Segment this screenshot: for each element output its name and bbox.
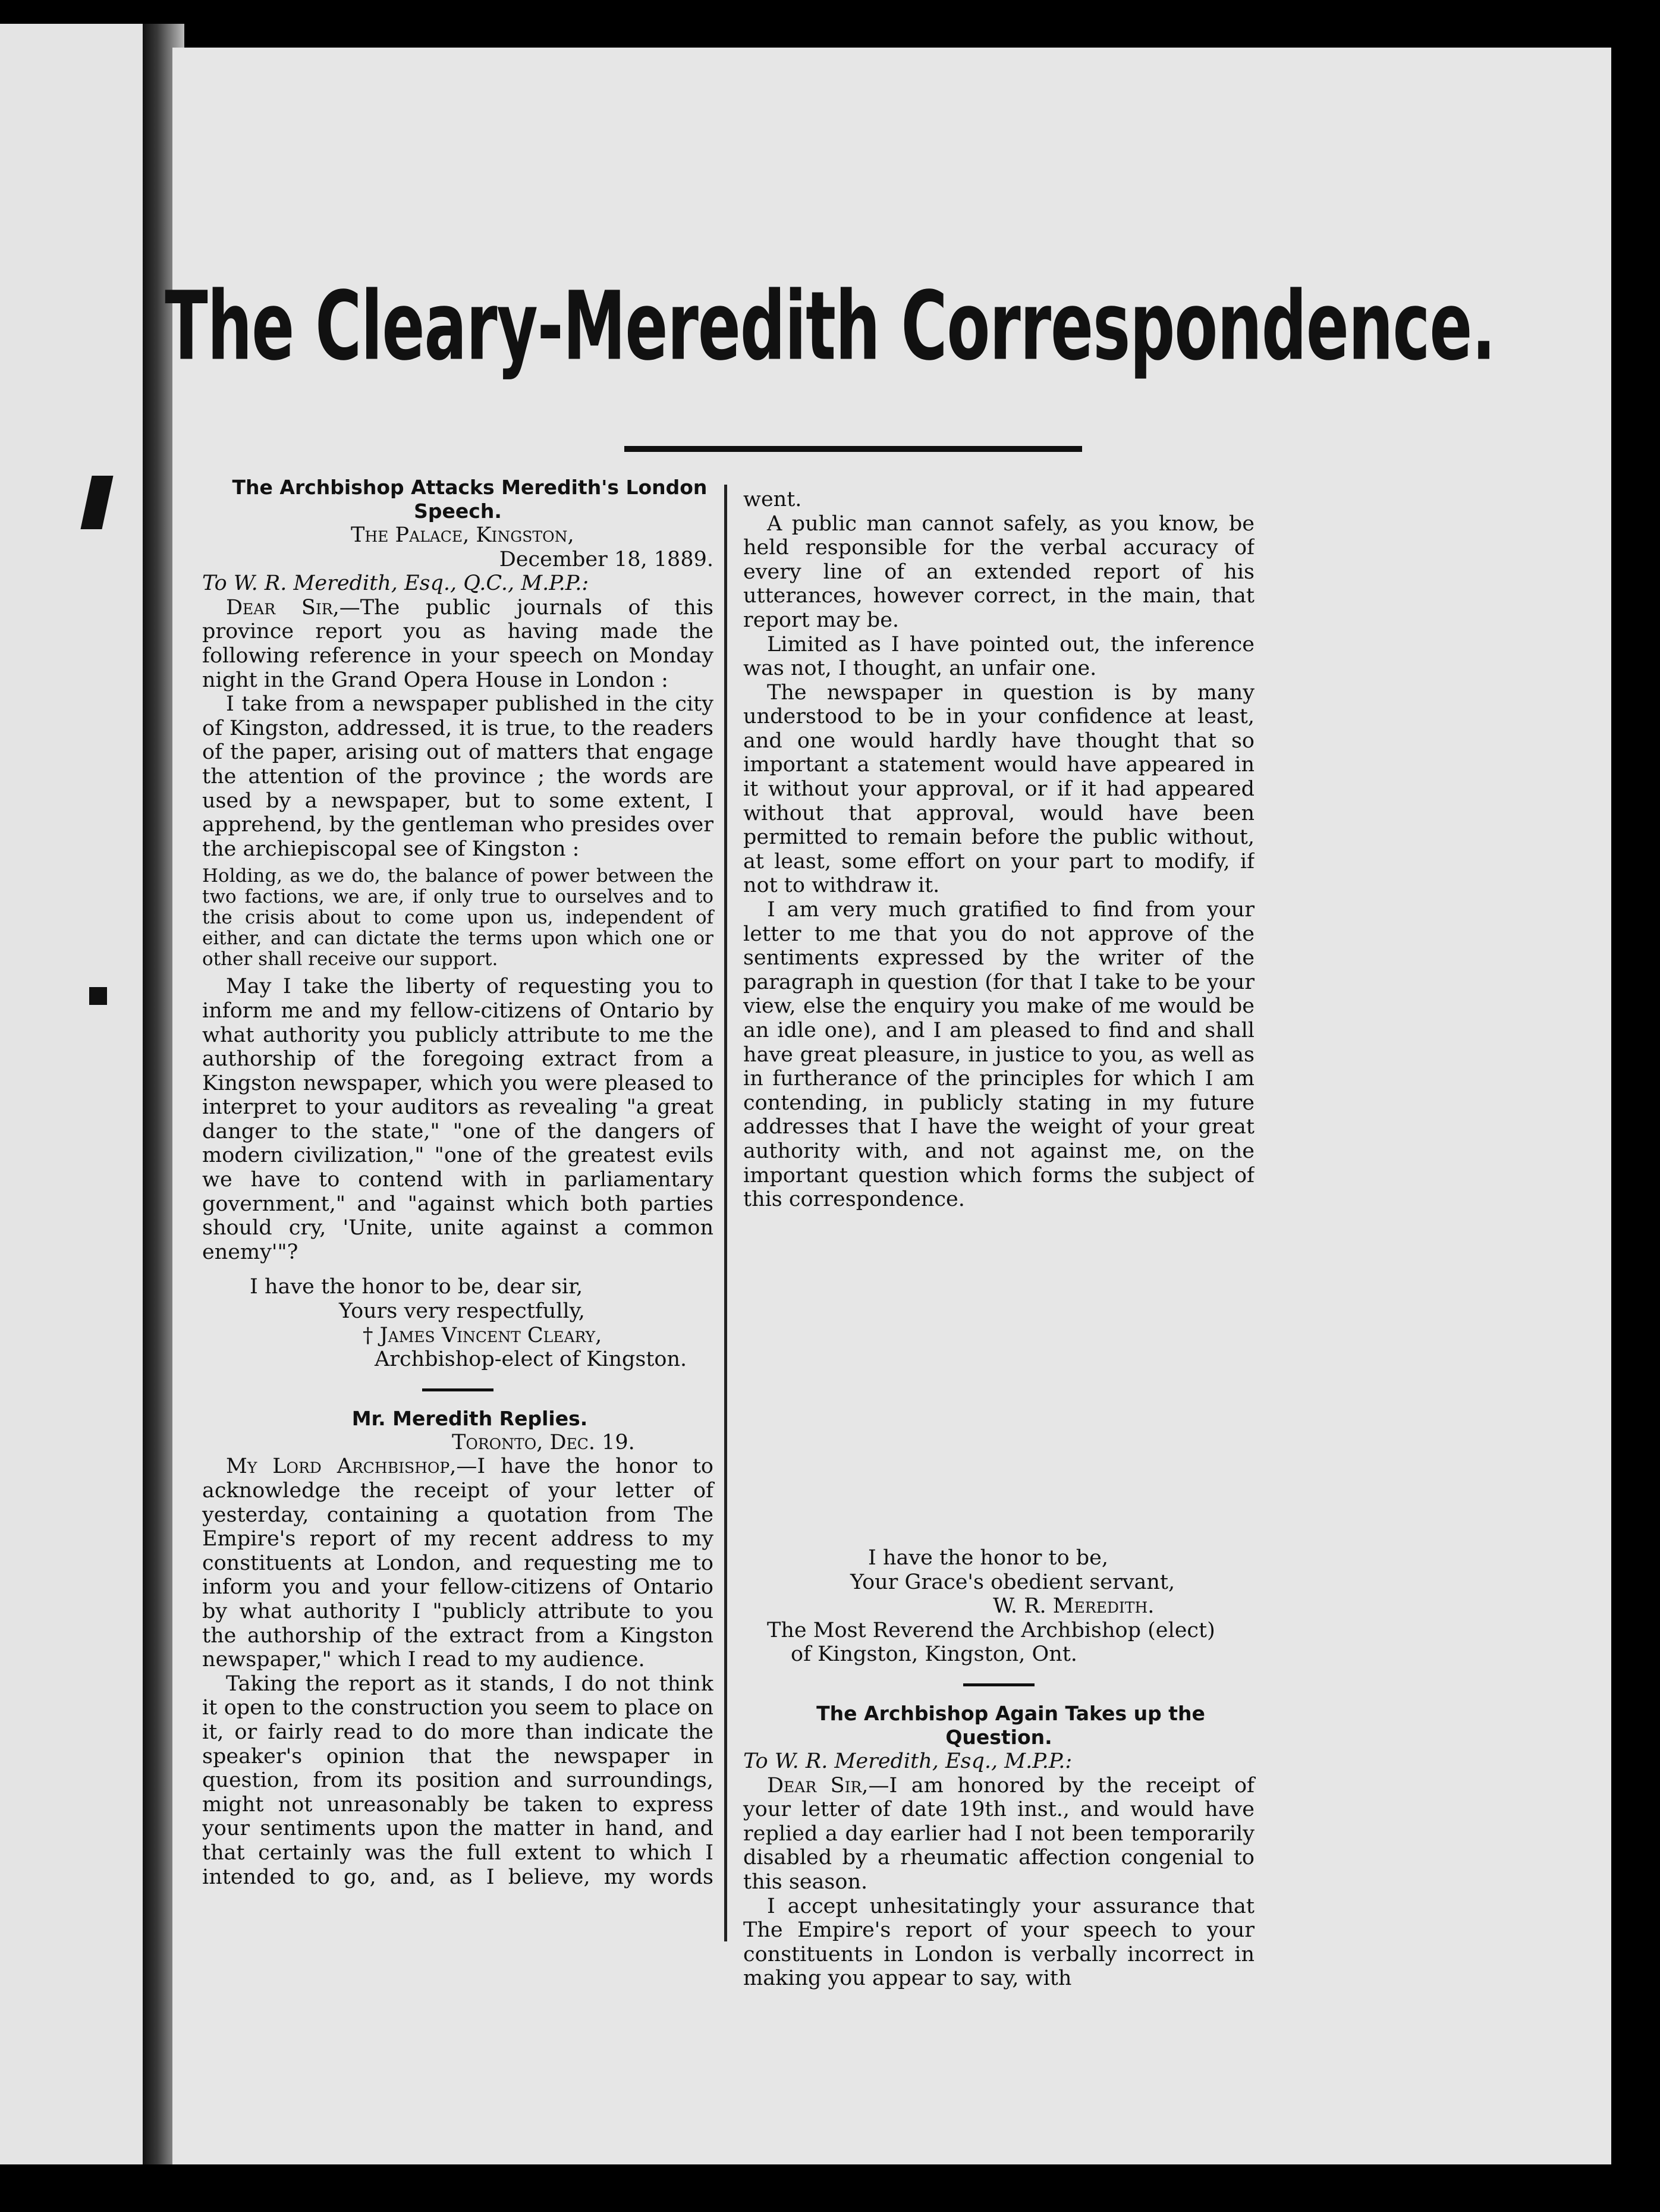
letter2-recipient-line2: of Kingston, Kingston, Ont.: [791, 1642, 1077, 1667]
document-title: The Cleary-Meredith Correspondence.: [165, 271, 1495, 382]
letter3-salutation: Dear Sir,: [767, 1773, 869, 1798]
letter1-paragraph: I take from a newspaper published in the city of Kingston, addressed, it is true, to the readers of the paper, arising out of matters that engage the attention of the province ; the words are used by a newspaper, but to some extent, I apprehend, by the gentleman who presides over the archiepiscopal see of Kingston :: [202, 692, 713, 861]
left-column: [202, 476, 713, 1889]
letter2-continued: went.: [743, 488, 802, 511]
letter2-signature: W. R. Meredith.: [993, 1594, 1155, 1619]
letter2-paragraph: Limited as I have pointed out, the inference was not, I thought, an unfair one.: [743, 632, 1255, 681]
letter2-salutation: My Lord Archbishop,: [226, 1454, 457, 1479]
section-divider: [963, 1683, 1035, 1686]
letter1-paragraph: Dear Sir,—The public journals of this province report you as having made the following reference in your speech on Monday night in the Grand Opera House in London :: [202, 595, 713, 692]
letter2-paragraph: My Lord Archbishop,—I have the honor to acknowledge the receipt of your letter of yesterday, containing a quotation from The Empire's report of my recent address to my constituents at London, and requesting me to inform you and your fellow-citizens of Ontario by what authority I "publicly attribute to you the authorship of the extract from a Kingston newspaper," which I read to my audience.: [202, 1454, 713, 1672]
letter3-addressee: To W. R. Meredith, Esq., M.P.P.:: [743, 1749, 1073, 1773]
letter3-paragraph: Dear Sir,—I am honored by the receipt of your letter of date 19th inst., and would have replied a day earlier had I not been temporarily disabled by a rheumatic affection congenial to this season.: [743, 1773, 1255, 1894]
letter2-place-date: Toronto, Dec. 19.: [452, 1430, 635, 1454]
ink-mark: [89, 987, 107, 1005]
letter1-addressee: To W. R. Meredith, Esq., Q.C., M.P.P.:: [202, 571, 589, 596]
letter1-quote: Holding, as we do, the balance of power between the two factions, we are, if only true to ourselves and to the crisis about to come upon us, independent of either, and can dictate the terms upon which one or other shall receive our support.: [202, 865, 713, 970]
title-rule: [624, 446, 1082, 452]
letter3-heading: The Archbishop Again Takes up the Question.: [816, 1701, 1205, 1749]
letter2-closing: I have the honor to be,: [868, 1546, 1109, 1570]
letter2-heading: Mr. Meredith Replies.: [351, 1406, 588, 1430]
letter2-recipient-line1: The Most Reverend the Archbishop (elect): [767, 1618, 1215, 1642]
letter2-paragraph: Taking the report as it stands, I do not think it open to the construction you seem to place on it, or fairly read to do more than indicate the speaker's opinion that the newspaper in question, from its position and surroundings, might not unreasonably be taken to express your sentiments upon the matter in hand, and that certainly was the full extent to which I intended to go, and, as I believe, my words: [202, 1671, 713, 1889]
letter1-date: December 18, 1889.: [499, 547, 713, 571]
letter1-salutation: Dear Sir,: [226, 595, 339, 620]
letter2-paragraph: I am very much gratified to find from your letter to me that you do not approve of the sentiments expressed by the writer of the paragraph in question (for that I take to be your view, else the enquiry you make of me would be an idle one), and I am pleased to find and shall have great pleasure, in justice to you, as well as in furtherance of the principles for which I am contending, in publicly stating in my future addresses that I have the weight of your great authority with, and not against me, on the important question which forms the subject of this correspondence.: [743, 898, 1255, 1212]
letter1-heading: The Archbishop Attacks Meredith's London Speech.: [232, 476, 708, 523]
letter2-paragraph: A public man cannot safely, as you know, be held responsible for the verbal accuracy of every line of an extended report of his utterances, however correct, in the main, that report may be.: [743, 511, 1255, 632]
letter2-closing2: Your Grace's obedient servant,: [850, 1570, 1175, 1594]
letter1-place: The Palace, Kingston,: [351, 523, 574, 547]
letter1-signature-title: Archbishop-elect of Kingston.: [375, 1347, 687, 1372]
right-column-top: [743, 488, 1255, 1534]
letter1-closing: I have the honor to be, dear sir,: [250, 1275, 583, 1299]
section-divider: [422, 1388, 493, 1391]
letter3-paragraph: I accept unhesitatingly your assurance that The Empire's report of your speech to your constituents in London is verbally incorrect in making you appear to say, with: [743, 1894, 1255, 1991]
letter1-paragraph: May I take the liberty of requesting you to inform me and my fellow-citizens of Ontario by what authority you publicly attribute to me the authorship of the foregoing extract from a Kingston newspaper, which you were pleased to interpret to your auditors as revealing "a great danger to the state," "one of the dangers of modern civilization," "one of the greatest evils we have to contend with in parliamentary government," and "against which both parties should cry, 'Unite, unite against a common enemy'"?: [202, 975, 713, 1264]
ink-mark: [80, 476, 113, 529]
letter1-signature: † James Vincent Cleary,: [363, 1323, 602, 1347]
column-divider: [724, 485, 727, 1941]
letter1-closing2: Yours very respectfully,: [339, 1299, 585, 1324]
letter2-paragraph: The newspaper in question is by many understood to be in your confidence at least, and one would hardly have thought that so important a statement would have appeared in it without your approval, or if it had appeared without that approval, would have been permitted to remain before the public without, at least, some effort on your part to modify, if not to withdraw it.: [743, 680, 1255, 898]
right-column-content: [743, 1546, 1255, 1991]
